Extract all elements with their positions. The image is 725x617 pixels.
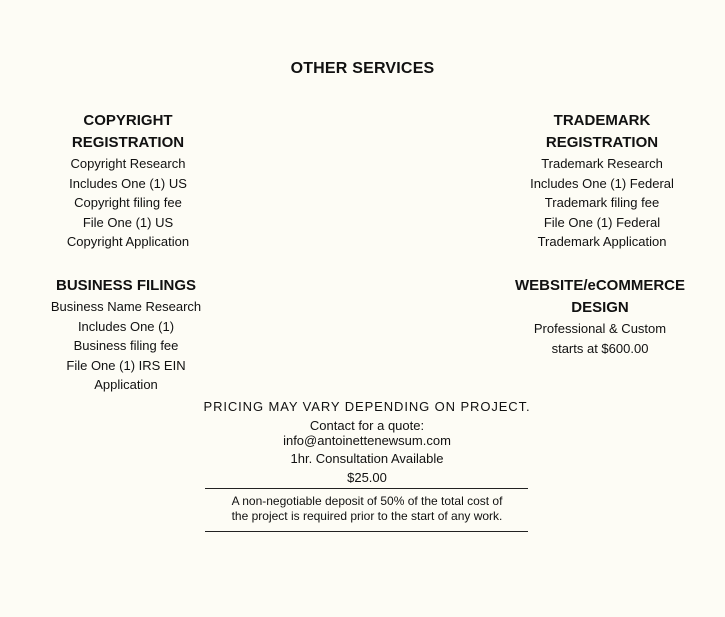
contact-label: Contact for a quote: <box>309 418 425 433</box>
service-line: File One (1) Federal <box>543 214 661 230</box>
section-heading: TRADEMARK <box>553 112 651 129</box>
website-ecommerce-section <box>505 275 695 358</box>
service-line: Application <box>94 377 158 393</box>
service-line: starts at $600.00 <box>551 340 649 356</box>
section-heading: BUSINESS FILINGS <box>55 277 197 294</box>
service-line: Includes One (1) US <box>69 175 187 191</box>
copyright-registration-section <box>40 110 216 252</box>
section-heading: COPYRIGHT <box>83 112 173 129</box>
page-title: OTHER SERVICES <box>290 60 435 77</box>
disclaimer-line: A non-negotiable deposit of 50% of the total cost of <box>231 494 503 508</box>
service-line: Trademark Research <box>541 156 663 171</box>
business-filings-section <box>40 275 212 395</box>
pricing-note: PRICING MAY VARY DEPENDING ON PROJECT. <box>203 399 531 414</box>
section-heading: DESIGN <box>571 299 629 316</box>
section-heading: REGISTRATION <box>545 134 659 151</box>
contact-block <box>200 418 534 448</box>
service-line: Copyright filing fee <box>74 195 182 211</box>
service-line: Business Name Research <box>50 299 202 314</box>
disclaimer-line: the project is required prior to the start of any work. <box>231 509 503 523</box>
service-line: Includes One (1) <box>77 318 175 334</box>
section-heading: REGISTRATION <box>71 134 185 151</box>
consultation-price: $25.00 <box>347 470 387 485</box>
service-line: Professional & Custom <box>533 321 667 336</box>
service-line: File One (1) US <box>82 214 174 230</box>
service-line: Trademark filing fee <box>544 195 660 211</box>
service-line: Copyright Research <box>70 156 186 171</box>
consultation-text: 1hr. Consultation Available <box>290 451 444 466</box>
divider <box>205 488 528 489</box>
contact-email: info@antoinettenewsum.com <box>283 433 451 448</box>
service-line: Business filing fee <box>73 338 179 354</box>
section-heading: WEBSITE/eCOMMERCE <box>514 277 685 294</box>
deposit-disclaimer <box>202 494 532 524</box>
service-line: Copyright Application <box>66 234 190 250</box>
trademark-registration-section <box>512 110 692 252</box>
service-line: File One (1) IRS EIN <box>66 357 186 373</box>
service-line: Includes One (1) Federal <box>530 175 674 191</box>
service-line: Trademark Application <box>537 234 667 250</box>
divider <box>205 531 528 532</box>
